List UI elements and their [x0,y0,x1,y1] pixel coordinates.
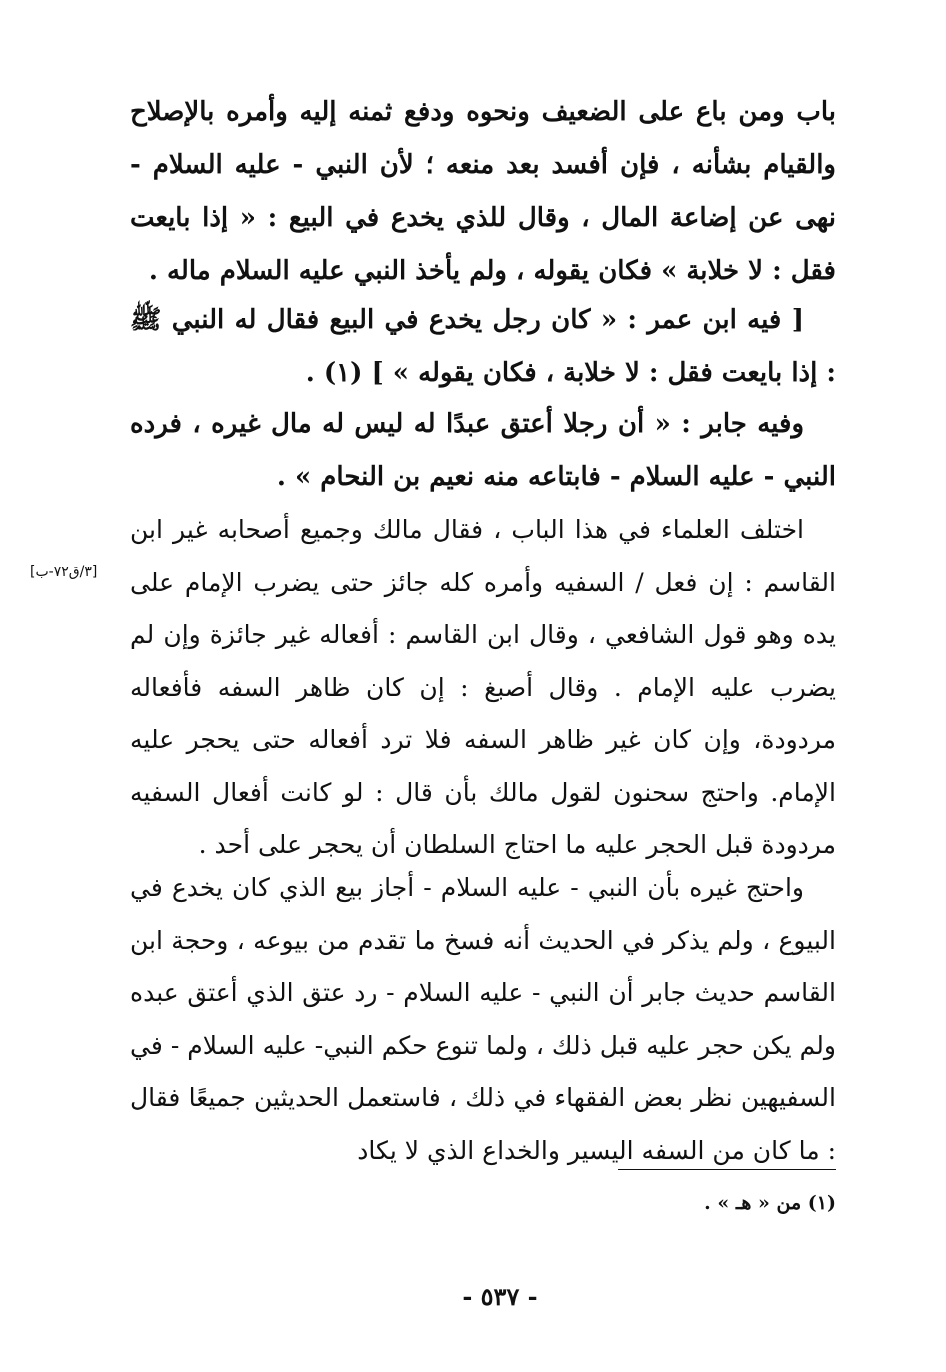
footnote: (١) من « هـ » . [704,1192,836,1214]
footnote-separator [618,1169,836,1170]
page-number: - ٥٣٧ - [462,1282,538,1311]
paragraph-2-text: واحتج غيره بأن النبي - عليه السلام - أجاز بيع الذي كان يخدع في البيوع ، ولم يذكر في الحديث أنه فسخ ما تقدم من بيوعه ، وحجة ابن القاسم حديث جابر أن النبي - عليه السلام - رد عتق الذي أعتق عبده ولم يكن حجر عليه قبل ذلك ، ولما تنوع حكم النبي- عليه السلام - في السفيهين نظر بعض الفقهاء في ذلك ، فاستعمل الحديثين جميعًا فقال : ما كان من السفه اليسير والخداع الذي لا يكاد [130,873,836,1165]
hadith-jabir-text: وفيه جابر : « أن رجلا أعتق عبدًا له ليس له مال غيره ، فرده النبي - عليه السلام - فابتاعه منه نعيم بن النحام » . [130,409,836,492]
commentary-paragraph-1 [130,504,836,872]
paragraph-1-text: اختلف العلماء في هذا الباب ، فقال مالك وجميع أصحابه غير ابن القاسم : إن فعل / السفيه وأمره كله جائز حتى يضرب الإمام على يده وهو قول الشافعي ، وقال ابن القاسم : أفعاله غير جائزة وإن لم يضرب عليه الإمام . وقال أصبغ : إن كان ظاهر السفه فأفعاله مردودة، وإن كان غير ظاهر السفه فلا ترد أفعاله حتى يحجر عليه الإمام. واحتج سحنون لقول مالك بأن قال : لو كانت أفعال السفيه مردودة قبل الحجر عليه ما احتاج السلطان أن يحجر على أحد . [130,515,836,859]
chapter-heading-text: باب ومن باع على الضعيف ونحوه ودفع ثمنه إليه وأمره بالإصلاح والقيام بشأنه ، فإن أفسد بعد منعه ؛ لأن النبي - عليه السلام - نهى عن إضاعة المال ، وقال للذي يخدع في البيع : « إذا بايعت فقل : لا خلابة » فكان يقوله ، ولم يأخذ النبي عليه السلام ماله . [130,97,836,286]
manuscript-folio-note: [٣/ق٧٢-ب] [30,564,98,580]
commentary-paragraph-2 [130,862,836,1177]
hadith-ibn-umar-text: [ فيه ابن عمر : « كان رجل يخدع في البيع فقال له النبي ﷺ : إذا بايعت فقل : لا خلابة ، فكان يقوله » ] (١) . [130,305,836,388]
chapter-heading [130,86,836,298]
hadith-jabir [130,398,836,504]
hadith-ibn-umar [130,294,836,400]
